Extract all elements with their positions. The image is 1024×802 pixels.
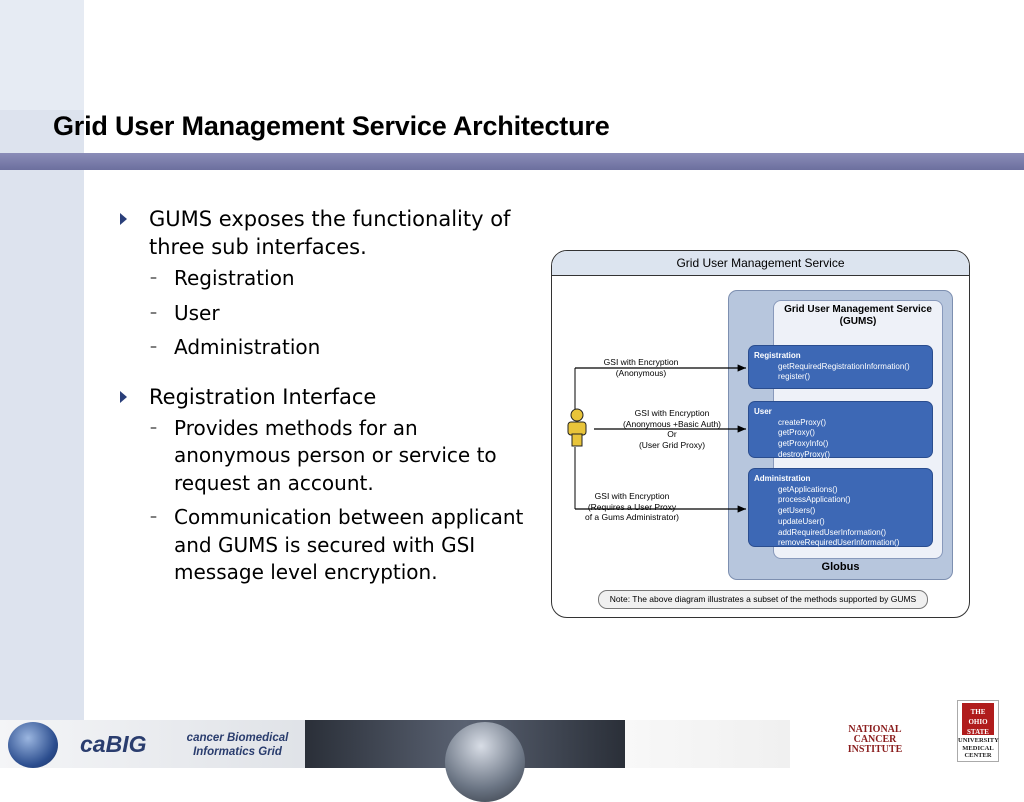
interface-name: User (754, 407, 772, 416)
connection-label-line: GSI with Encryption (594, 491, 670, 501)
connection-label-line: GSI with Encryption (634, 408, 710, 418)
interface-method: processApplication() (778, 495, 851, 505)
sub-bullet-text: Administration (174, 335, 321, 359)
diagram-header: Grid User Management Service (552, 251, 969, 276)
osu-logo-text (958, 737, 998, 760)
dash-icon: – (150, 270, 157, 286)
connection-label-line: GSI with Encryption (603, 357, 679, 367)
osu-logo-line: MEDICAL (962, 744, 994, 752)
interface-method: getProxyInfo() (778, 439, 829, 449)
interface-name: Administration (754, 474, 811, 483)
gums-title-line: Grid User Management Service (784, 304, 932, 315)
interface-method: getRequiredRegistrationInformation() (778, 361, 910, 371)
tagline-line: Informatics Grid (193, 746, 282, 758)
nci-logo-line: INSTITUTE (847, 744, 903, 755)
connection-label-line: (Requires a User Proxy (587, 501, 677, 512)
interface-name: Registration (754, 351, 801, 360)
sub-bullet-text: Registration (174, 266, 295, 290)
globe-image-icon (445, 722, 525, 802)
interface-method: getUsers() (778, 506, 816, 516)
osu-logo-line: CENTER (964, 752, 992, 759)
dash-icon: – (150, 509, 157, 525)
tagline-line: cancer Biomedical (186, 732, 289, 744)
gums-title-line: (GUMS) (839, 316, 877, 327)
osu-seal-icon (962, 703, 994, 735)
interface-method: getApplications() (778, 484, 838, 494)
dash-icon: – (150, 419, 157, 436)
interface-method: addRequiredUserInformation() (778, 527, 887, 537)
sub-bullet-text: User (174, 300, 220, 325)
connection-label-line: (User Grid Proxy) (638, 439, 706, 450)
bullet-text: Registration Interface (149, 384, 377, 409)
sub-bullet-text: Communication between applicant and GUMS is secured with GSI message level encryption. (174, 505, 524, 584)
dash-icon: – (150, 304, 157, 321)
cabig-tagline (170, 731, 305, 759)
slide-title: Grid User Management Service Architecture (53, 111, 610, 141)
connection-label-line: (Anonymous +Basic Auth) (622, 418, 722, 429)
connection-label-line: of a Gums Administrator) (584, 512, 679, 522)
interface-method: register() (778, 372, 811, 382)
nci-logo-line: NATIONAL (848, 724, 902, 735)
interface-method: createProxy() (778, 417, 827, 427)
sub-bullet-text: Provides methods for an anonymous person or service to request an account. (174, 415, 497, 495)
connection-label-user (612, 408, 732, 450)
osu-seal-line: OHIO (968, 718, 988, 726)
diagram-note: Note: The above diagram illustrates a subset of the methods supported by GUMS (598, 590, 928, 609)
dash-icon: – (150, 339, 157, 355)
bullet-text: GUMS exposes the functionality of three sub interfaces. (149, 207, 511, 259)
user-person-icon (568, 409, 586, 446)
interface-method: removeRequiredUserInformation() (778, 538, 900, 548)
nci-logo (845, 725, 905, 755)
osu-seal-line: STATE (967, 728, 989, 736)
interface-method: getProxy() (778, 428, 815, 438)
interface-method: destroyProxy() (778, 449, 831, 459)
globus-label: Globus (821, 561, 860, 573)
globe-icon (8, 722, 58, 768)
connection-label-line: Or (667, 429, 677, 439)
connection-label-line: (Anonymous) (615, 367, 667, 378)
cabig-logo: caBIG (80, 731, 147, 757)
connection-label-administration (572, 491, 692, 523)
osu-seal-line: THE (970, 708, 986, 716)
interface-method: updateUser() (778, 516, 825, 526)
connection-label-registration (590, 357, 692, 378)
nci-logo-line: CANCER (853, 734, 897, 745)
osu-logo-line: UNIVERSITY (958, 737, 999, 744)
